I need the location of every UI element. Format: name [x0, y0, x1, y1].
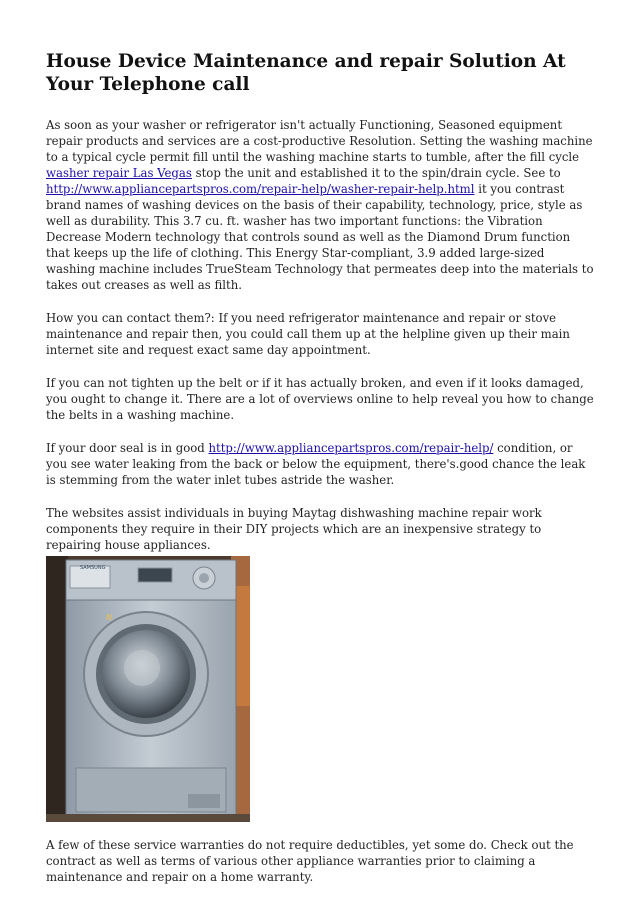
paragraph-6: A few of these service warranties do not require deductibles, yet some do. Check out the contract as well as terms of various other appliance warranties prior to claiming a maintenance and repair on a home warranty.: [46, 838, 574, 884]
paragraph-1-text-a: As soon as your washer or refrigerator isn't actually Functioning, Seasoned equipment repair products and services are a cost-productive Resolution. Setting the washing machine to a typical cycle permit fill until the washing machine starts to tumble, after the fill cycle: [46, 118, 593, 164]
repair-help-link[interactable]: http://www.appliancepartspros.com/repair-help/: [208, 441, 494, 455]
washing-machine-photo: [46, 556, 250, 822]
paragraph-4-text-a: If your door seal is in good: [46, 441, 209, 455]
paragraph-2: How you can contact them?: If you need refrigerator maintenance and repair or stove maintenance and repair then, you could call them up at the helpline given up their main internet site and request exact same day appointment.: [46, 311, 570, 357]
paragraph-4-text-b: condition, or you see water leaking from the back or below the equipment, there's.good chance the leak is stemming from the water inlet tubes astride the washer.: [46, 441, 586, 487]
model-logo: N: [106, 613, 112, 622]
washer-repair-las-vegas-link[interactable]: washer repair Las Vegas: [46, 166, 192, 180]
washer-repair-help-link[interactable]: http://www.appliancepartspros.com/repair-help/washer-repair-help.html: [46, 182, 475, 196]
paragraph-1-text-b: stop the unit and established it to the spin/drain cycle. See to: [191, 166, 561, 180]
page-title: House Device Maintenance and repair Solution At Your Telephone call: [46, 51, 566, 95]
paragraph-1: [46, 117, 594, 293]
paragraph-3: If you can not tighten up the belt or if it has actually broken, and even if it looks damaged, you ought to change it. There are a lot of overviews online to help reveal you how to change the belts in a washing machine.: [46, 376, 594, 422]
brand-logo: SAMSUNG: [80, 565, 106, 571]
paragraph-5: The websites assist individuals in buying Maytag dishwashing machine repair work components they require in their DIY projects which are an inexpensive strategy to repairing house appliances.: [46, 506, 542, 552]
paragraph-1-text-c: it you contrast brand names of washing devices on the basis of their capability, technology, price, style as well as durability. This 3.7 cu. ft. washer has two important functions: the Vibration Decrease Modern technology that controls sound as well as the Diamond Drum function that keeps up the life of clothing. This Energy Star-compliant, 3.9 added large-sized washing machine includes TrueSteam Technology that permeates deep into the materials to takes out creases as well as filth.: [46, 182, 594, 292]
article: [46, 50, 594, 885]
paragraph-4: [46, 440, 594, 488]
